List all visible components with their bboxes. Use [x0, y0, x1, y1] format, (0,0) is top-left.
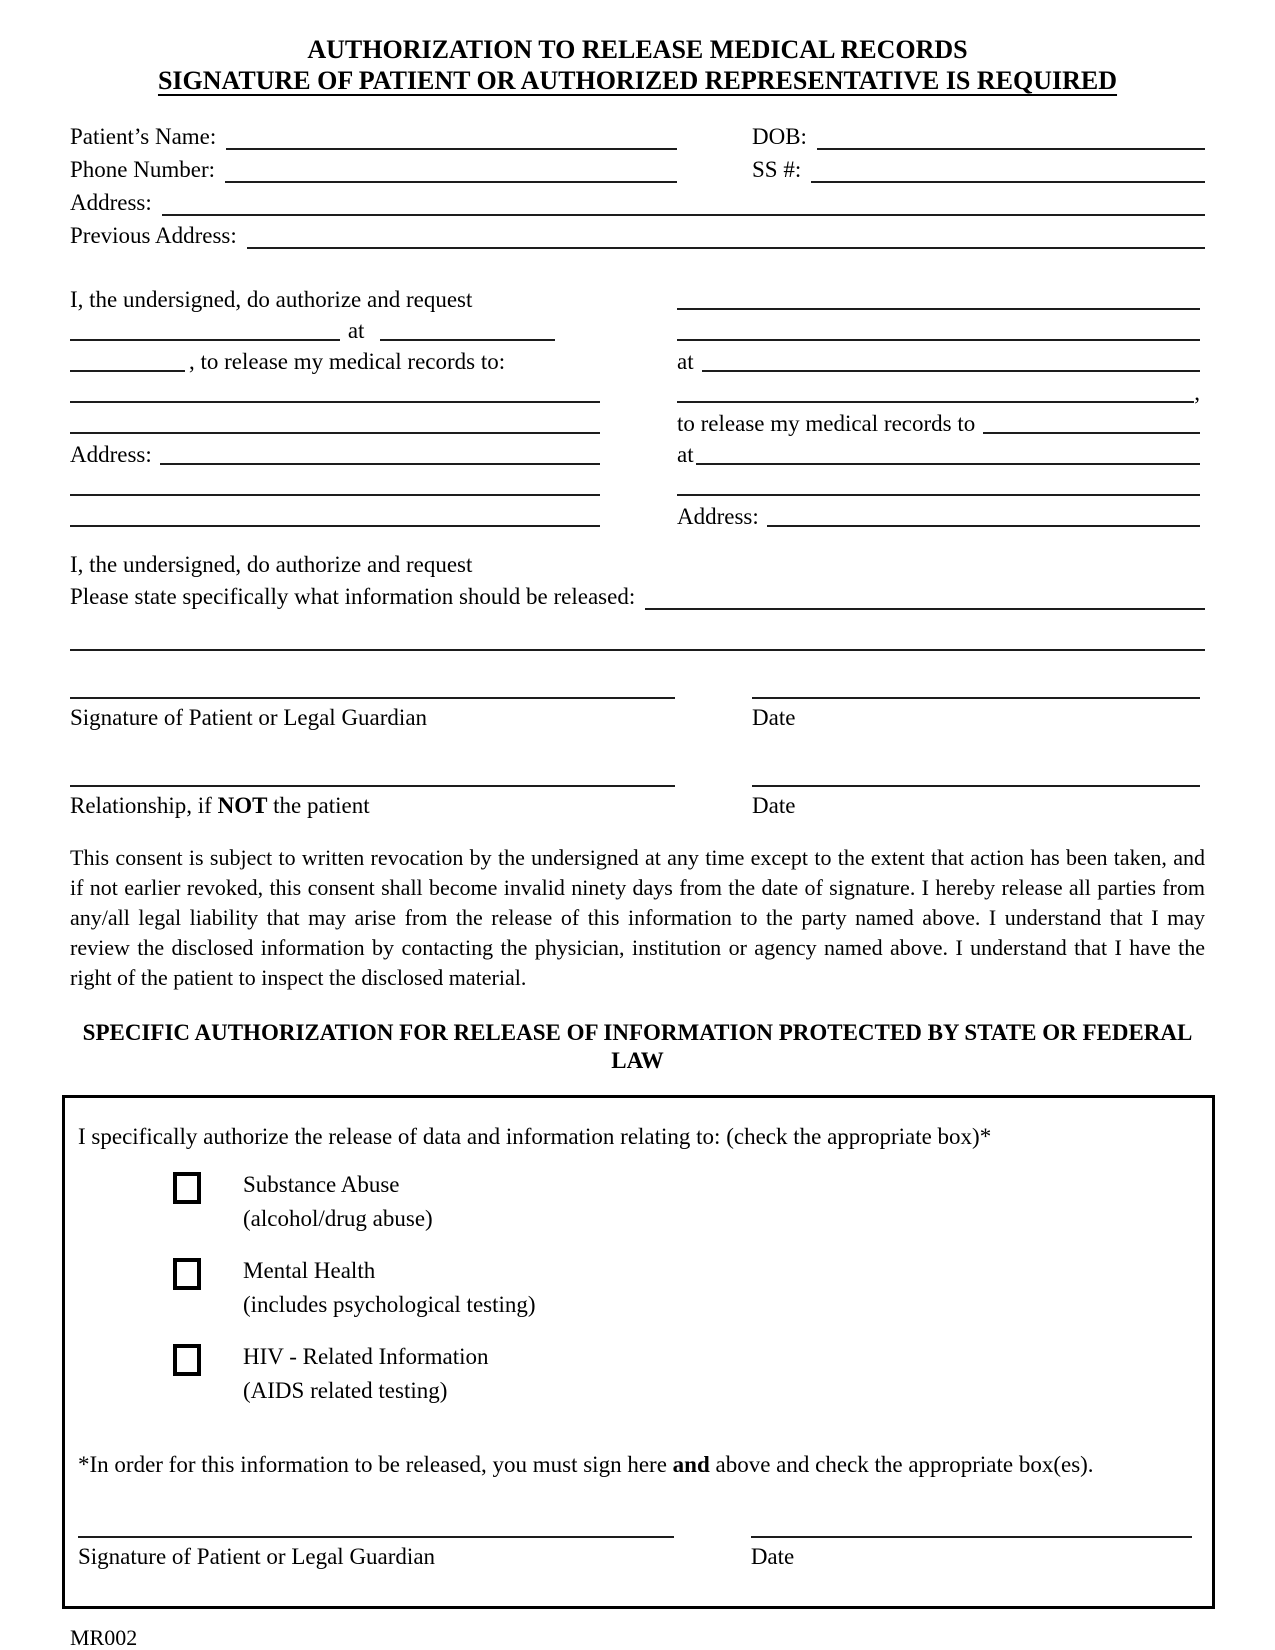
fill-line[interactable] [677, 284, 1200, 310]
specific-signature-block [78, 1536, 1192, 1572]
fill-line[interactable] [380, 315, 555, 341]
relationship-block [70, 785, 1205, 821]
signature-label: Signature of Patient or Legal Guardian [70, 705, 428, 730]
fill-line[interactable] [70, 501, 600, 527]
fill-line[interactable] [677, 377, 1194, 403]
at-label: at [347, 318, 365, 343]
specific-authorization-heading: SPECIFIC AUTHORIZATION FOR RELEASE OF INFORMATION PROTECTED BY STATE OR FEDERAL LAW [82, 1020, 1193, 1073]
at-label: at [677, 349, 694, 374]
signature-block [70, 697, 1205, 733]
left-address-label: Address: [70, 442, 152, 467]
previous-address-field[interactable] [247, 223, 1205, 249]
date-label: Date [752, 793, 796, 818]
previous-address-label: Previous Address: [70, 223, 237, 248]
phone-label: Phone Number: [70, 157, 216, 182]
page-subtitle: SIGNATURE OF PATIENT OR AUTHORIZED REPRESENTATIVE IS REQUIRED [157, 66, 1118, 95]
form-code: MR002 [70, 1625, 138, 1650]
release-to-text: to release my medical records to [677, 411, 976, 436]
fill-line[interactable] [70, 377, 600, 403]
information-release-section [70, 550, 1205, 655]
checkbox-item-hiv [173, 1340, 1192, 1408]
checkbox-label: Substance Abuse [243, 1172, 400, 1197]
release-to-text: , to release my medical records to: [189, 349, 506, 374]
info-to-release-field[interactable] [645, 584, 1205, 610]
fill-line[interactable] [70, 346, 185, 372]
ss-label: SS #: [752, 157, 802, 182]
checkbox-sublabel: (alcohol/drug abuse) [243, 1206, 433, 1231]
fill-line[interactable] [677, 315, 1200, 341]
checkbox-item-mental-health [173, 1254, 1192, 1322]
consent-paragraph: This consent is subject to written revocation by the undersigned at any time except to the extent that action has been taken, and if not earlier revoked, this consent shall become invalid ninety days from the date of signature. I hereby release all parties from any/all legal liability that may arise from the release of this information to the party named above. I understand that I may review the disclosed information by contacting the physician, institution or agency named above. I understand that I have the right of the patient to inspect the disclosed material. [70, 845, 1205, 990]
phone-field[interactable] [225, 157, 677, 183]
specific-authorization-intro: I specifically authorize the release of data and information relating to: (check the appropriate box)* [78, 1124, 992, 1149]
address-field[interactable] [162, 190, 1205, 216]
specific-authorization-box [62, 1095, 1215, 1609]
fill-line[interactable] [677, 470, 1200, 496]
right-address-field[interactable] [767, 501, 1200, 527]
checkbox-label: Mental Health [243, 1258, 376, 1283]
fill-line[interactable] [70, 315, 340, 341]
patient-name-field[interactable] [226, 124, 677, 150]
checkbox-sublabel: (AIDS related testing) [243, 1378, 448, 1403]
page-title: AUTHORIZATION TO RELEASE MEDICAL RECORDS [307, 35, 968, 64]
authorize-request-text: I, the undersigned, do authorize and request [70, 552, 473, 577]
fill-line[interactable] [70, 408, 600, 434]
at-label: at [677, 442, 694, 467]
authorization-section [70, 282, 1205, 530]
releasing-party-column [70, 282, 600, 530]
left-address-field[interactable] [160, 439, 600, 465]
fill-line[interactable] [702, 346, 1200, 372]
fill-line[interactable] [70, 470, 600, 496]
dob-field[interactable] [817, 124, 1205, 150]
patient-info-section [70, 120, 1205, 252]
fill-line[interactable] [983, 408, 1200, 434]
checkbox-item-substance-abuse [173, 1168, 1192, 1236]
date-label: Date [752, 705, 796, 730]
signature-label: Signature of Patient or Legal Guardian [78, 1544, 436, 1569]
checkbox-substance-abuse[interactable] [173, 1172, 201, 1204]
checkbox-hiv[interactable] [173, 1344, 201, 1376]
checkbox-sublabel: (includes psychological testing) [243, 1292, 536, 1317]
checkbox-mental-health[interactable] [173, 1258, 201, 1290]
fill-line[interactable] [696, 439, 1200, 465]
date-label: Date [750, 1544, 795, 1569]
authorize-request-text: I, the undersigned, do authorize and request [70, 287, 473, 312]
comma-text: , [1194, 380, 1200, 405]
receiving-party-column [677, 282, 1200, 530]
form-header [70, 34, 1205, 96]
patient-name-label: Patient’s Name: [70, 124, 217, 149]
sign-here-note: *In order for this information to be released, you must sign here and above and check the appropriate box(es). [78, 1452, 1094, 1477]
address-label: Address: [70, 190, 152, 215]
checkbox-label: HIV - Related Information [243, 1344, 489, 1369]
relationship-label: Relationship, if NOT the patient [70, 793, 370, 818]
dob-label: DOB: [752, 124, 807, 149]
info-to-release-field-2[interactable] [70, 625, 1205, 651]
right-address-label: Address: [677, 504, 759, 529]
ss-field[interactable] [811, 157, 1205, 183]
info-to-release-label: Please state specifically what information should be released: [70, 584, 636, 609]
